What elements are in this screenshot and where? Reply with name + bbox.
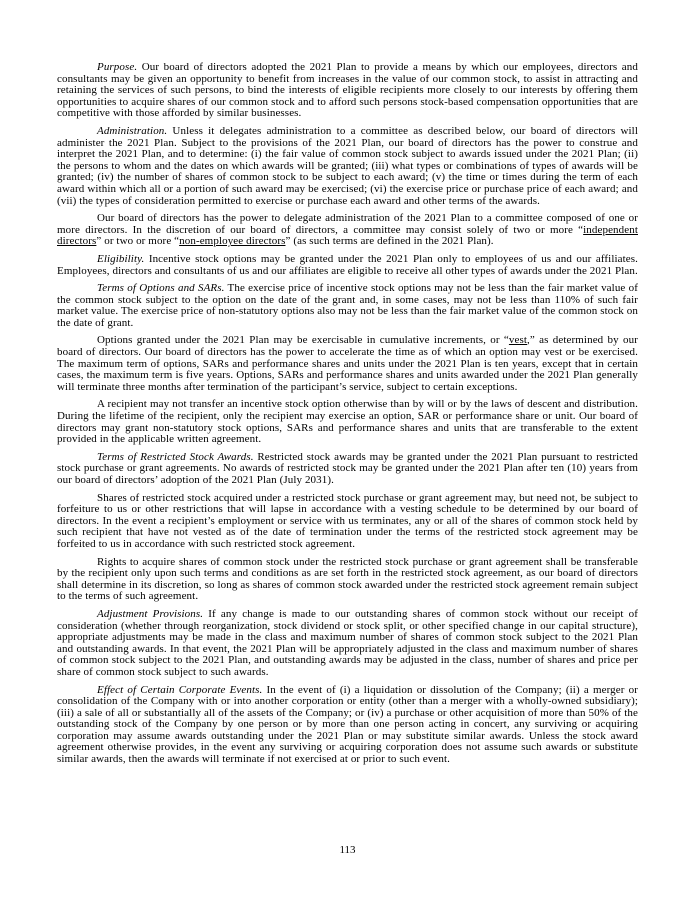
paragraph [57, 126, 638, 207]
paragraph-text: If any change is made to our outstanding shares of common stock without our receipt of consideration (whether through reorganization, stock dividend or stock split, or other specified change in our capital structure), appropriate adjustments may be made in the class and maximum number of shares of common stock subject to the 2021 Plan and outstanding awards. In that event, the 2021 Plan will be appropriately adjusted in the class and maximum number of shares of common stock subject to the 2021 Plan, and outstanding awards may be adjusted in the class, number of shares and price per share of common stock subject to such awards. [57, 607, 638, 678]
paragraph-lead-term: Eligibility. [97, 252, 145, 265]
paragraph [57, 452, 638, 487]
paragraph [57, 213, 638, 248]
underlined-term: vest [508, 334, 528, 347]
paragraph-text: Our board of directors adopted the 2021 Plan to provide a means by which our employees, directors and consultants may be given an opportunity to benefit from increases in the value of our common stock, to assist in attracting and retaining the services of such persons, to bind the interests of eligible recipients more closely to our interests by offering them opportunities to acquire shares of our common stock and to afford such persons stock-based compensation opportunities that are competitive with those afforded by similar businesses. [57, 61, 638, 120]
paragraph [57, 557, 638, 603]
paragraph-text: ” or two or more “ [96, 235, 180, 248]
paragraph-text: Options granted under the 2021 Plan may be exercisable in cumulative increments, or “ [97, 334, 509, 347]
paragraph [57, 335, 638, 393]
paragraph [57, 254, 638, 277]
paragraph [57, 283, 638, 329]
paragraph-lead-term: Administration. [97, 124, 168, 137]
paragraph-lead-term: Terms of Options and SARs. [97, 282, 225, 295]
document-body [57, 62, 638, 766]
paragraph-text: In the event of (i) a liquidation or dissolution of the Company; (ii) a merger or consolidation of the Company with or into another corporation or entity (other than a merger with a wholly-owned subsidiary); (iii) a sale of all or substantially all of the assets of the Company; or (iv) a purchase or other acquisition of more than 50% of the outstanding stock of the Company by one person or by more than one person acting in concert, any surviving or acquiring corporation may assume awards outstanding under the 2021 Plan or may substitute similar awards. Unless the stock award agreement otherwise provides, in the event any surviving or acquiring corporation does not assume such awards or substitute similar awards, then the awards will terminate if not exercised at or prior to such event. [57, 683, 639, 766]
paragraph-lead-term: Adjustment Provisions. [97, 607, 204, 620]
paragraph-text: Unless it delegates administration to a committee as described below, our board of directors will administer the 2021 Plan. Subject to the provisions of the 2021 Plan, our board of directors has the power to construe and interpret the 2021 Plan, and to determine: (i) the fair value of common stock subject to awards issued under the 2021 Plan; (ii) the persons to whom and the dates on which awards will be granted; (iii) what types or combinations of types of awards will be granted; (iv) the number of shares of common stock to be subject to each award; (v) the time or times during the term of each award within which all or a portion of such award may be exercised; (vi) the exercise price or purchase price of each award; and (vii) the types of consideration permitted to exercise or purchase each award and other terms of the awards. [57, 124, 638, 207]
paragraph-text: Shares of restricted stock acquired under a restricted stock purchase or grant agreement may, but need not, be subject to forfeiture to us or other restrictions that will lapse in accordance with a vesting schedule to be determined by our board of directors. In the event a recipient’s employment or service with us terminates, any or all of the shares of common stock held by such recipient that have not vested as of the date of termination under the terms of the restricted stock agreement may be forfeited to us in accordance with such restricted stock agreement. [57, 491, 638, 550]
paragraph [57, 493, 638, 551]
paragraph-text: Restricted stock awards may be granted under the 2021 Plan pursuant to restricted stock purchase or grant agreements. No awards of restricted stock may be granted under the 2021 Plan after ten (10) years from our board of directors’ adoption of the 2021 Plan (July 2031). [57, 450, 638, 486]
paragraph-text: The exercise price of incentive stock options may not be less than the fair market value of the common stock subject to the option on the date of the grant and, in some cases, may not be less than 110% of such fair market value. The exercise price of non-statutory options also may not be less than the fair market value of the common stock on the date of grant. [57, 282, 638, 329]
paragraph-lead-term: Effect of Certain Corporate Events. [97, 683, 263, 696]
paragraph [57, 62, 638, 120]
paragraph [57, 609, 638, 679]
paragraph-text: Incentive stock options may be granted under the 2021 Plan only to employees of us and our affiliates. Employees, directors and consultants of us and our affiliates are eligible to receive all other types of awards under the 2021 Plan. [57, 252, 638, 277]
paragraph-text: Our board of directors has the power to delegate administration of the 2021 Plan to a committee composed of one or more directors. In the discretion of our board of directors, a committee may consist solely of two or more “ [57, 212, 638, 236]
paragraph-lead-term: Terms of Restricted Stock Awards. [97, 450, 254, 463]
page-number: 113 [339, 844, 356, 856]
paragraph-text: A recipient may not transfer an incentive stock option otherwise than by will or by the laws of descent and distribution. During the lifetime of the recipient, only the recipient may exercise an option, SAR or performance share or unit. Our board of directors may grant non-statutory stock options, SARs and performance shares and units that are transferable to the extent provided in the applicable written agreement. [57, 398, 638, 446]
paragraph-text: ” (as such terms are defined in the 2021 Plan). [285, 235, 494, 248]
underlined-term: independent directors [57, 223, 638, 248]
underlined-term: non-employee directors [179, 235, 286, 248]
paragraph-lead-term: Purpose. [97, 61, 138, 73]
paragraph-text: ,” as determined by our board of directors. Our board of directors has the power to accelerate the time as of which an option may vest or be exercised. The maximum term of options, SARs and performance shares and units under the 2021 Plan is ten years, except that in certain cases, the maximum term is five years. Options, SARs and performance shares and units awarded under the 2021 Plan generally will terminate three months after termination of the participant’s service, subject to certain exceptions. [57, 334, 638, 393]
paragraph [57, 685, 638, 766]
paragraph [57, 399, 638, 445]
paragraph-text: Rights to acquire shares of common stock under the restricted stock purchase or grant agreement shall be transferable by the recipient only upon such terms and conditions as are set forth in the restricted stock agreement, as our board of directors shall determine in its discretion, so long as shares of common stock awarded under the restricted stock agreement remain subject to the terms of such agreement. [57, 555, 638, 603]
